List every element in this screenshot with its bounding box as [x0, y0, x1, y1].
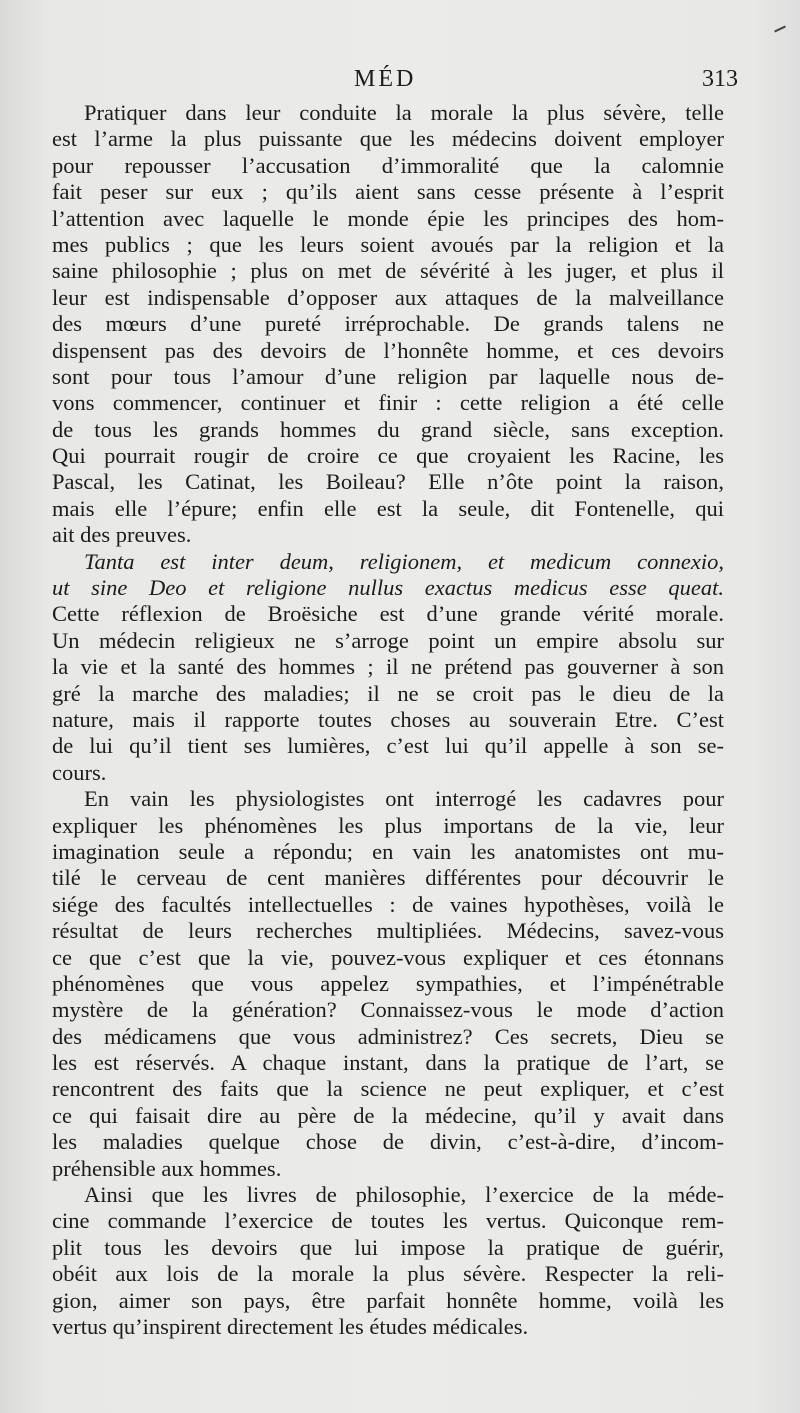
text-line: l’attention avec laquelle le monde épie les principes des hom- — [52, 205, 724, 231]
text-line: de lui qu’il tient ses lumières, c’est lui qu’il appelle à son se- — [52, 733, 724, 759]
text-line: Pascal, les Catinat, les Boileau? Elle n’ôte point la raison, — [52, 469, 724, 495]
paragraph-p5 — [52, 1182, 724, 1340]
text-line: En vain les physiologistes ont interrogé les cadavres pour — [84, 786, 724, 812]
text-line: fait peser sur eux ; qu’ils aient sans cesse présente à l’esprit — [52, 179, 724, 205]
text-line: Pratiquer dans leur conduite la morale la plus sévère, telle — [84, 100, 724, 125]
text-line: les est réservés. A chaque instant, dans la pratique de l’art, se — [52, 1050, 724, 1076]
text-line: les maladies quelque chose de divin, c’est-à-dire, d’incom- — [52, 1129, 724, 1155]
text-line: siége des facultés intellectuelles : de vaines hypothèses, voilà le — [52, 891, 724, 917]
text-line: obéit aux lois de la morale la plus sévère. Respecter la reli- — [52, 1261, 724, 1287]
text-line: cours. — [52, 759, 107, 785]
text-line: des médicamens que vous administrez? Ces secrets, Dieu se — [52, 1023, 724, 1049]
text-line: nature, mais il rapporte toutes choses au souverain Etre. C’est — [52, 706, 724, 732]
text-line: leur est indispensable d’opposer aux attaques de la malveillance — [52, 284, 724, 310]
text-line: mes publics ; que les leurs soient avoués par la religion et la — [52, 231, 724, 257]
text-line: dispensent pas des devoirs de l’honnête homme, et ces devoirs — [52, 337, 724, 363]
paragraph-p1 — [52, 100, 724, 549]
corner-mark — [774, 26, 786, 33]
text-line: vertus qu’inspirent directement les études médicales. — [52, 1313, 529, 1339]
text-line: des mœurs d’une pureté irréprochable. De grands talens ne — [52, 311, 724, 337]
text-line: la vie et la santé des hommes ; il ne prétend pas gouverner à son — [52, 654, 724, 680]
text-line: rencontrent des faits que la science ne peut expliquer, et c’est — [52, 1076, 724, 1102]
text-line: Cette réflexion de Broësiche est d’une grande vérité morale. — [52, 601, 724, 627]
text-line: ait des preuves. — [52, 522, 192, 548]
text-line: cine commande l’exercice de toutes les vertus. Quiconque rem- — [52, 1208, 724, 1234]
paragraph-p4 — [52, 786, 724, 1182]
text-line: pour repousser l’accusation d’immoralité que la calomnie — [52, 152, 724, 178]
text-line: plit tous les devoirs que lui impose la pratique de guérir, — [52, 1234, 724, 1260]
text-line: Un médecin religieux ne s’arroge point un empire absolu sur — [52, 627, 724, 653]
paragraph-p2 — [52, 549, 724, 602]
text-line: expliquer les phénomènes les plus importans de la vie, leur — [52, 812, 724, 838]
text-line: résultat de leurs recherches multipliées. Médecins, savez-vous — [52, 918, 724, 944]
text-line: gion, aimer son pays, être parfait honnête homme, voilà les — [52, 1287, 724, 1313]
text-line: sont pour tous l’amour d’une religion par laquelle nous de- — [52, 363, 724, 389]
text-line: vons commencer, continuer et finir : cette religion a été celle — [52, 390, 724, 416]
text-line: mais elle l’épure; enfin elle est la seule, dit Fontenelle, qui — [52, 495, 724, 521]
text-line: mystère de la génération? Connaissez-vous le mode d’action — [52, 997, 724, 1023]
text-line: ce qui faisait dire au père de la médecine, qu’il y avait dans — [52, 1102, 724, 1128]
text-line: Qui pourrait rougir de croire ce que croyaient les Racine, les — [52, 443, 724, 469]
text-line: phénomènes que vous appelez sympathies, et l’impénétrable — [52, 970, 724, 996]
text-line: imagination seule a répondu; en vain les anatomistes ont mu- — [52, 838, 724, 864]
page-number: 313 — [702, 66, 738, 92]
text-line: est l’arme la plus puissante que les médecins doivent employer — [52, 126, 724, 152]
text-line: ut sine Deo et religione nullus exactus medicus esse queat. — [52, 575, 724, 601]
text-line: saine philosophie ; plus on met de sévérité à les juger, et plus il — [52, 258, 724, 284]
text-line: de tous les grands hommes du grand siècle, sans exception. — [52, 416, 724, 442]
text-line: gré la marche des maladies; il ne se croit pas le dieu de la — [52, 680, 724, 706]
page-header — [52, 66, 738, 100]
text-line: ce que c’est que la vie, pouvez-vous expliquer et ces étonnans — [52, 944, 724, 970]
text-line: Tanta est inter deum, religionem, et medicum connexio, — [84, 548, 724, 574]
text-line: Ainsi que les livres de philosophie, l’exercice de la méde- — [84, 1182, 724, 1208]
text-line: tilé le cerveau de cent manières différentes pour découvrir le — [52, 865, 724, 891]
running-head: MÉD — [354, 66, 417, 92]
text-line: préhensible aux hommes. — [52, 1155, 282, 1181]
body-text — [52, 100, 724, 1340]
paragraph-p3 — [52, 601, 724, 786]
